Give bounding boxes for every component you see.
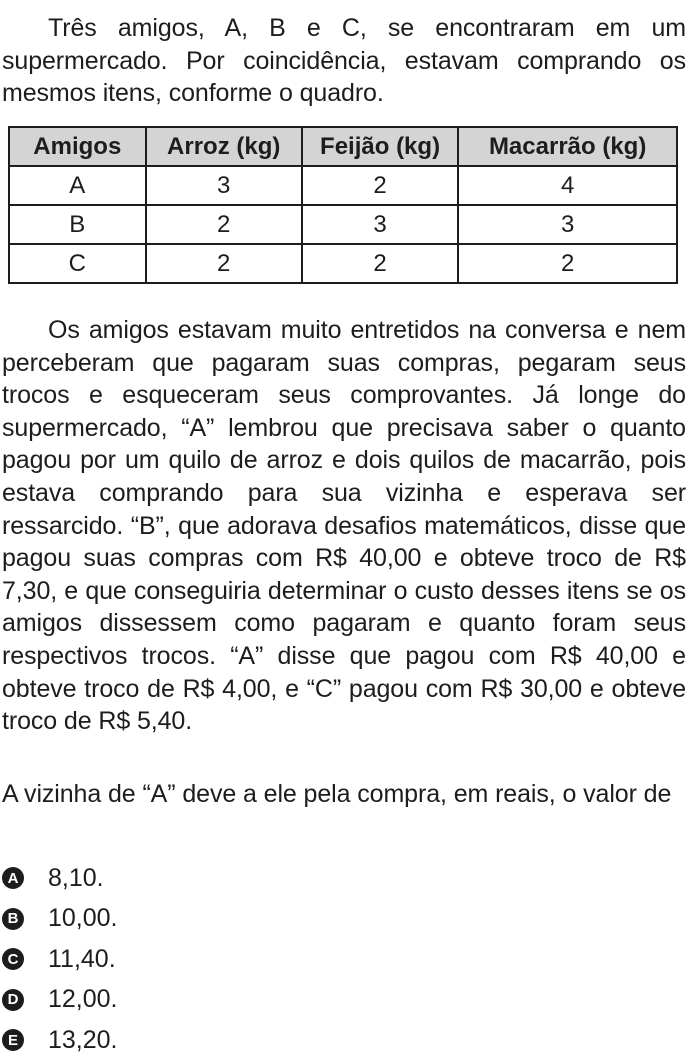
story-paragraph: Os amigos estavam muito entretidos na conversa e nem perceberam que pagaram suas compras, pegaram seus trocos e esqueceram seus comprovantes. Já longe do supermercado, “A” lembrou que precisava saber o quanto pagou por um quilo de arroz e dois quilos de macarrão, pois estava comprando para sua vizinha e esperava ser ressarcido. “B”, que adorava desafios matemáticos, disse que pagou suas compras com R$ 40,00 e obteve troco de R$ 7,30, e que conseguiria determinar o custo desses itens se os amigos dissessem como pagaram e quanto foram seus respectivos trocos. “A” disse que pagou com R$ 40,00 e obteve troco de R$ 4,00, e “C” pagou com R$ 30,00 e obteve troco de R$ 5,40. bbox=[2, 316, 686, 736]
option-b-text: 10,00. bbox=[48, 904, 118, 933]
table-row bbox=[9, 244, 677, 283]
option-b[interactable] bbox=[2, 899, 682, 940]
option-c-text: 11,40. bbox=[48, 944, 116, 973]
table-cell: 2 bbox=[146, 244, 302, 283]
items-table bbox=[8, 126, 678, 284]
table-cell: B bbox=[9, 205, 146, 244]
question-prompt: A vizinha de “A” deve a ele pela compra, em reais, o valor de bbox=[2, 780, 672, 808]
letter-d-icon: D bbox=[2, 989, 24, 1011]
table-cell: 2 bbox=[302, 166, 458, 205]
option-e-text: 13,20. bbox=[48, 1025, 118, 1054]
table-cell: 3 bbox=[458, 205, 677, 244]
table-header-row bbox=[9, 127, 677, 166]
header-feijao: Feijão (kg) bbox=[302, 127, 458, 166]
table-cell: 3 bbox=[302, 205, 458, 244]
header-arroz: Arroz (kg) bbox=[146, 127, 302, 166]
answer-options bbox=[2, 858, 682, 1061]
table-cell: 3 bbox=[146, 166, 302, 205]
table-cell: 2 bbox=[146, 205, 302, 244]
table-row bbox=[9, 166, 677, 205]
option-d-text: 12,00. bbox=[48, 985, 118, 1014]
table-cell: 4 bbox=[458, 166, 677, 205]
intro-paragraph: Três amigos, A, B e C, se encontraram em um supermercado. Por coincidência, estavam comprando os mesmos itens, conforme o quadro. bbox=[2, 14, 686, 108]
option-a[interactable] bbox=[2, 858, 682, 899]
table-cell: 2 bbox=[302, 244, 458, 283]
table-cell: A bbox=[9, 166, 146, 205]
header-macarrao: Macarrão (kg) bbox=[458, 127, 677, 166]
letter-c-icon: C bbox=[2, 948, 24, 970]
table-cell: C bbox=[9, 244, 146, 283]
option-c[interactable] bbox=[2, 939, 682, 980]
option-d[interactable] bbox=[2, 980, 682, 1021]
letter-e-icon: E bbox=[2, 1029, 24, 1051]
letter-b-icon: B bbox=[2, 908, 24, 930]
option-a-text: 8,10. bbox=[48, 863, 104, 892]
option-e[interactable] bbox=[2, 1020, 682, 1061]
table-cell: 2 bbox=[458, 244, 677, 283]
letter-a-icon: A bbox=[2, 867, 24, 889]
header-amigos: Amigos bbox=[9, 127, 146, 166]
table-row bbox=[9, 205, 677, 244]
